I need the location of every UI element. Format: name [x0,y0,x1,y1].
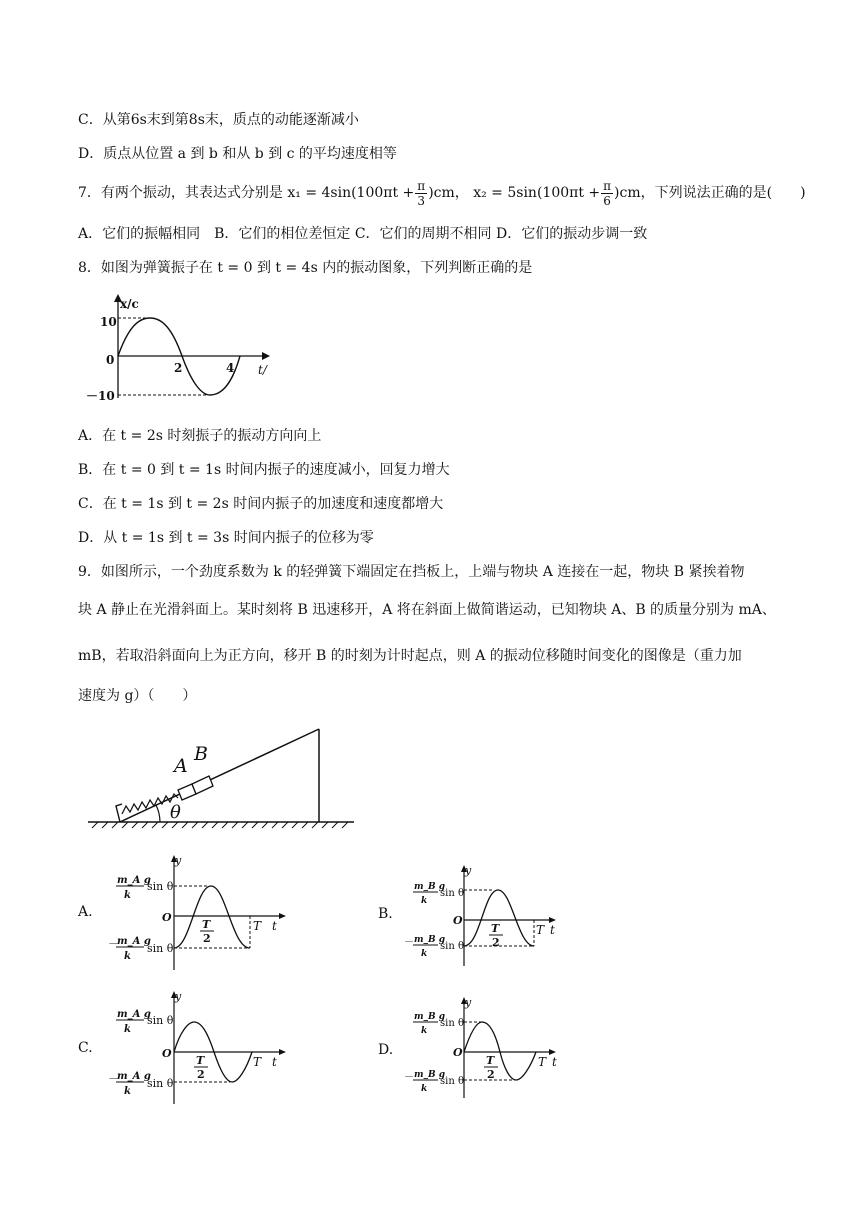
choice-b-origin: O [453,914,463,927]
choice-b-neg: － [404,937,414,948]
choice-a-t-arrow [279,913,286,919]
choice-d-graph [404,994,594,1104]
choice-b-sin-top: sin θ [440,888,464,899]
choice-c-t-label: t [272,1055,277,1069]
q8-option-c: C．在 t = 1s 到 t = 2s 时间内振子的加速度和速度都增大 [78,496,444,512]
choice-c-mass-top: m_A g [117,1009,151,1020]
q6-option-d: D．质点从位置 a 到 b 和从 b 到 c 的平均速度相等 [78,146,397,162]
q8-option-a: A．在 t = 2s 时刻振子的振动方向向上 [78,428,322,444]
choice-a-neg: － [108,937,119,950]
choice-d-half-num: T [486,1054,495,1067]
choice-d-t-label: t [552,1055,557,1069]
choice-c-t-arrow [279,1049,286,1055]
choice-d-mass-top: m_B g [414,1012,446,1022]
choice-c-half-num: T [196,1054,205,1067]
choice-a-k-bottom: k [124,951,131,962]
choice-c-graph [110,988,300,1108]
choice-c-sin-top: sin θ [147,1014,174,1027]
choice-c-T: T [253,1055,262,1069]
choice-c-k-bottom: k [124,1086,131,1097]
choice-d-neg: － [404,1072,414,1083]
choice-b-T: T [536,923,545,937]
choice-b-k-bottom: k [421,949,428,959]
q8-y-label: x/c [120,297,139,311]
choice-b-half-den: 2 [492,936,500,949]
choice-c-sin-bottom: sin θ [147,1077,174,1090]
q8-x-tick-2: 2 [174,361,183,375]
block-b [192,776,213,794]
choice-a-sin-top: sin θ [147,880,174,893]
q9-line-2: 块 A 静止在光滑斜面上。某时刻将 B 迅速移开，A 将在斜面上做简谐运动，已知物块 A、B 的质量分别为 mA、 [78,602,776,618]
choice-c-letter: C. [78,1040,93,1056]
q8-x-tick-4: 4 [226,361,235,375]
q7-x1-fraction [415,179,427,208]
q8-y-tick-0: 0 [106,353,115,367]
choice-d-mass-bottom: m_B g [414,1070,446,1080]
ground-hatch [92,822,348,828]
q8-y-tick-10: 10 [100,315,117,329]
choice-b-sin-bottom: sin θ [440,941,464,952]
choice-d-letter: D. [378,1042,394,1058]
choice-a-half-num: T [202,918,211,931]
choice-b-mass-top: m_B g [414,882,446,892]
label-a: A [174,755,188,777]
q7-x2-den: 6 [603,193,611,208]
theta-arc [156,805,160,822]
choice-a-k-top: k [124,890,131,901]
q7-x2-expr: x₂ = 5sin(100πt + [473,185,601,201]
choice-b-graph [404,862,594,972]
label-b: B [194,743,208,765]
choice-c-y-label: y [175,990,182,1003]
choice-d-y-label: y [465,996,472,1009]
q7-x1-unit: )cm， [428,185,469,201]
q7-lead: 7．有两个振动，其表达式分别是 [78,185,283,201]
choice-b-mass-bottom: m_B g [414,935,446,945]
q8-x-arrow [262,352,270,360]
q8-option-d: D．从 t = 1s 到 t = 3s 时间内振子的位移为零 [78,530,374,546]
q7-x2-unit: )cm，下列说法正确的是( ) [614,185,806,201]
choice-d-half-den: 2 [487,1068,495,1081]
choice-d-T: T [538,1055,547,1069]
q8-stem: 8．如图为弹簧振子在 t = 0 到 t = 4s 内的振动图象，下列判断正确的是 [78,260,533,276]
choice-c-k-top: k [124,1024,131,1035]
choice-a-t-label: t [272,919,277,933]
choice-b-y-label: y [465,864,472,877]
choice-d-k-top: k [421,1026,428,1036]
choice-d-k-bottom: k [421,1084,428,1094]
incline-surface [120,729,319,822]
q7-stem [78,178,806,208]
choice-a-letter: A. [78,904,93,920]
q7-options: A．它们的振幅相同 B．它们的相位差恒定 C．它们的周期不相同 D．它们的振动步调一致 [78,226,648,242]
choice-a-curve [174,886,250,948]
choice-d-sin-bottom: sin θ [440,1076,464,1087]
choice-a-half-den: 2 [203,932,211,945]
choice-d-origin: O [453,1046,463,1059]
label-theta: θ [170,802,181,823]
choice-a-sin-bottom: sin θ [147,942,174,955]
q7-x2-fraction [601,179,613,208]
choice-a-graph [110,852,300,972]
choice-a-T: T [253,919,262,933]
choice-a-mass-top: m_A g [117,875,151,886]
q7-x1-den: 3 [417,193,426,208]
choice-c-neg: － [108,1072,119,1085]
q8-oscillation-graph [80,292,280,407]
choice-b-t-label: t [550,923,555,937]
choice-b-half-num: T [491,922,500,935]
q7-x1-num: π [417,178,426,193]
q9-line-3: mB，若取沿斜面向上为正方向，移开 B 的时刻为计时起点，则 A 的振动位移随时间变化的图像是（重力加 [78,648,742,664]
choice-a-y-label: y [175,854,182,867]
choice-c-mass-bottom: m_A g [117,1071,151,1082]
choice-b-letter: B. [378,906,393,922]
q8-x-label: t/ [258,363,267,377]
choice-d-curve [464,1022,536,1080]
q7-x2-num: π [603,178,612,193]
choice-c-origin: O [162,1047,172,1060]
choice-b-k-top: k [421,896,428,906]
q8-option-b: B．在 t = 0 到 t = 1s 时间内振子的速度减小，回复力增大 [78,462,450,478]
choice-d-sin-top: sin θ [440,1018,464,1029]
q9-incline-figure [88,726,360,832]
q8-y-tick-neg10: －10 [86,389,115,403]
q7-x1-expr: x₁ = 4sin(100πt + [287,185,415,201]
choice-c-half-den: 2 [197,1068,205,1081]
q9-line-1: 9．如图所示，一个劲度系数为 k 的轻弹簧下端固定在挡板上，上端与物块 A 连接在一起，物块 B 紧挨着物 [78,564,745,580]
choice-a-origin: O [162,911,172,924]
q6-option-c: C．从第6s末到第8s末，质点的动能逐渐减小 [78,112,359,128]
q9-line-4: 速度为 g）（ ） [78,688,197,704]
choice-a-mass-bottom: m_A g [117,936,151,947]
stopper-plate [116,804,122,822]
